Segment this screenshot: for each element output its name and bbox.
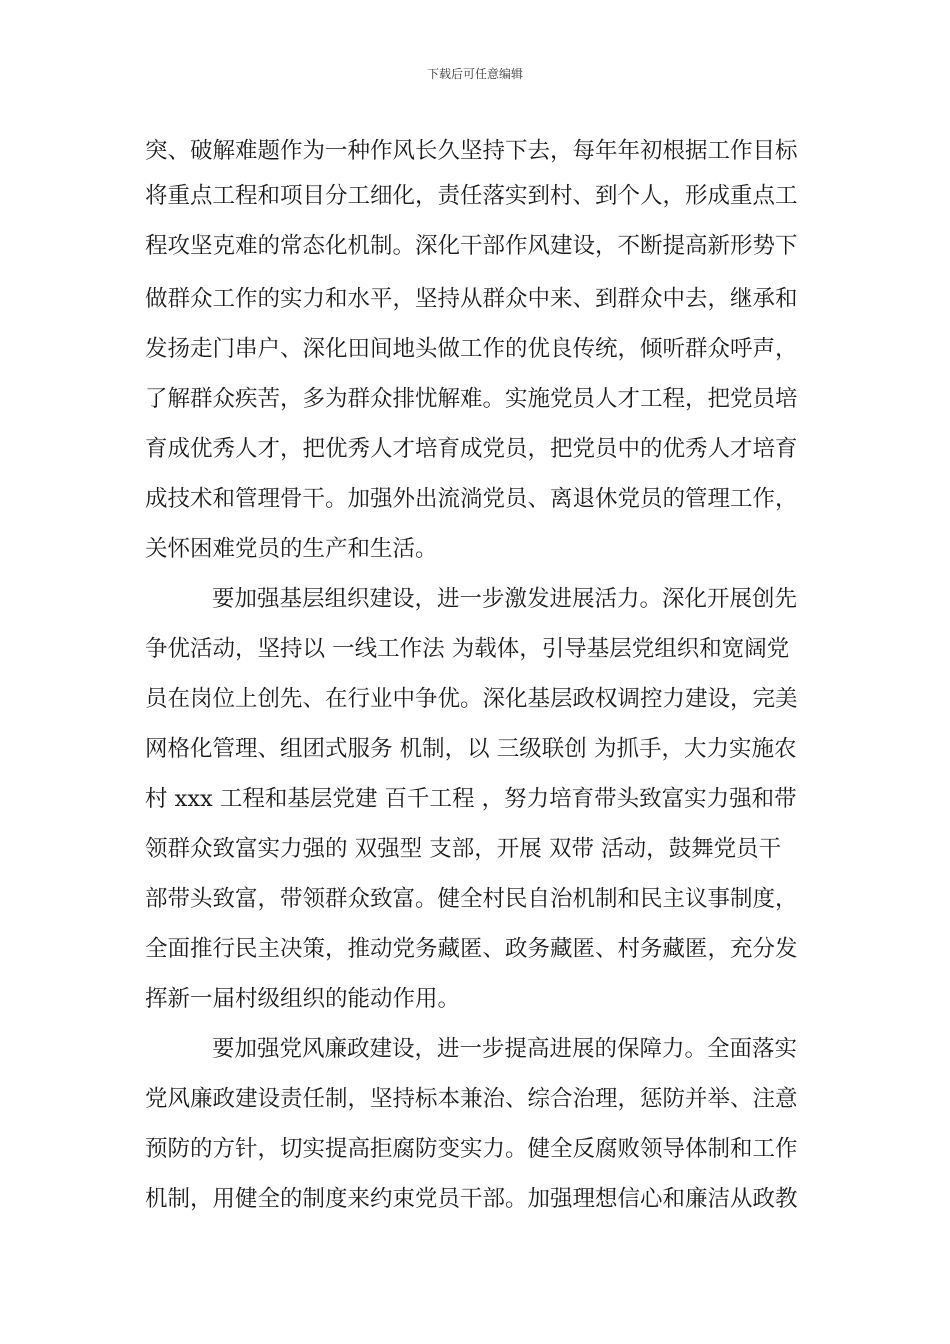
page-header: 下载后可任意编辑	[426, 67, 523, 81]
text-line: 将重点工程和项目分工细化，责任落实到村、到个人，形成重点工	[145, 183, 798, 209]
text-line: 成技术和管理骨干。加强外出流淌党员、离退休党员的管理工作，	[145, 486, 798, 512]
text-line: 了解群众疾苦，多为群众排忧解难。实施党员人才工程，把党员培	[145, 386, 798, 412]
text-line: 预防的方针，切实提高拒腐防变实力。健全反腐败领导体制和工作	[145, 1136, 798, 1162]
text-line: 领群众致富实力强的 双强型 支部，开展 双带 活动，鼓舞党员干	[145, 836, 782, 862]
text-line: 网格化管理、组团式服务 机制，以 三级联创 为抓手，大力实施农	[145, 736, 797, 762]
text-line: 发扬走门串户、深化田间地头做工作的优良传统，倾听群众呼声，	[145, 336, 798, 362]
paragraph-first-line: 要加强基层组织建设，进一步激发进展活力。深化开展创先	[212, 586, 798, 612]
text-line: 程攻坚克难的常态化机制。深化干部作风建设，不断提高新形势下	[145, 233, 798, 259]
text-line: 全面推行民主决策，推动党务藏匿、政务藏匿、村务藏匿，充分发	[145, 936, 798, 962]
text-line: 挥新一届村级组织的能动作用。	[145, 986, 461, 1012]
text-line: 突、破解难题作为一种作风长久坚持下去，每年年初根据工作目标	[145, 138, 798, 164]
text-line: 关怀困难党员的生产和生活。	[145, 536, 438, 562]
text-line: 争优活动，坚持以 一线工作法 为载体，引导基层党组织和宽阔党	[145, 636, 790, 662]
text-line: 育成优秀人才，把优秀人才培育成党员，把党员中的优秀人才培育	[145, 436, 798, 462]
text-line: 部带头致富，带领群众致富。健全村民自治机制和民主议事制度，	[145, 886, 798, 912]
text-line: 员在岗位上创先、在行业中争优。深化基层政权调控力建设，完美	[145, 686, 798, 712]
paragraph-first-line: 要加强党风廉政建设，进一步提高进展的保障力。全面落实	[212, 1036, 798, 1062]
text-line: 机制，用健全的制度来约束党员干部。加强理想信心和廉洁从政教	[145, 1186, 798, 1212]
text-line: 村 xxx 工程和基层党建 百千工程 ，努力培育带头致富实力强和带	[145, 786, 797, 812]
text-line: 做群众工作的实力和水平，坚持从群众中来、到群众中去，继承和	[145, 286, 798, 312]
text-line: 党风廉政建设责任制，坚持标本兼治、综合治理，惩防并举、注意	[145, 1086, 798, 1112]
